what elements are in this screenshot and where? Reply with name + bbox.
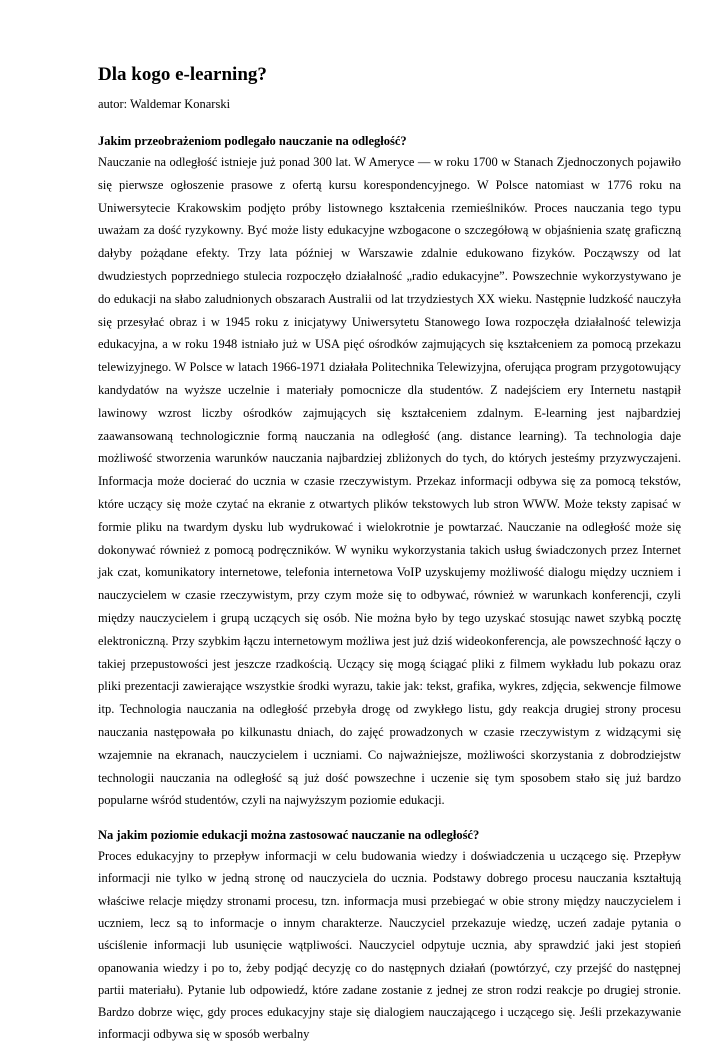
- author-line: autor: Waldemar Konarski: [98, 97, 231, 111]
- section-body: Nauczanie na odległość istnieje już ponad 300 lat. W Ameryce — w roku 1700 w Stanach Zjednoczonych pojawiło się pierwsze ogłoszenie prasowe z ofertą kursu korespondencyjnego. W Polsce natomiast w 1776 roku na Uniwersytecie Krakowskim podjęto próby listownego kształcenia rzemieślników. Proces nauczania tego typu uważam za dość ryzykowny. Być może listy edukacyjne wzbogacone o szczegółową w objaśnienia szatę graficzną dałyby pożądane efekty. Trzy lata później w Warszawie zdalnie edukowano fizyków. Począwszy od lat dwudziestych poprzedniego stulecia rozpoczęło działalność „radio edukacyjne”. Powszechnie wykorzystywano je do edukacji na słabo zaludnionych obszarach Australii od lat trzydziestych XX wieku. Następnie ludzkość nauczyła się przesyłać obraz i w 1945 roku z inicjatywy Uniwersytetu Stanowego Iowa rozpoczęła działalność telewizja edukacyjna, a w roku 1948 istniało już w USA pięć ośrodków zajmujących się kształceniem za pomocą przekazu telewizyjnego. W Polsce w latach 1966-1971 działała Politechnika Telewizyjna, oferująca program przygotowujący kandydatów na wyższe uczelnie i materiały pomocnicze dla studentów. Z nadejściem ery Internetu nastąpił lawinowy wzrost liczby ośrodków zajmujących się kształceniem zdalnym. E-learning jest najbardziej zaawansowaną technologicznie formą nauczania na odległość (ang. distance learning). Ta technologia daje możliwość stworzenia warunków nauczania najbardziej zbliżonych do tych, do których jesteśmy przyzwyczajeni. Informacja może docierać do ucznia w czasie rzeczywistym. Przekaz informacji odbywa się za pomocą tekstów, które uczący się może czytać na ekranie z otwartych plików tekstowych lub stron WWW. Może teksty zapisać w formie pliku na twardym dysku lub wydrukować i wielokrotnie je powtarzać. Nauczanie na odległość może się dokonywać również z pomocą podręczników. W wyniku wykorzystania takich usług świadczonych przez Internet jak czat, komunikatory internetowe, telefonia internetowa VoIP uzyskujemy możliwość dialogu między uczniem i nauczycielem w czasie rzeczywistym, przy czym może się to odbywać, również w warunkach konferencji, czyli między nauczycielem i grupą uczących się osób. Nie można było by tego uzyskać stosując nawet szybką pocztę elektroniczną. Przy szybkim łączu internetowym możliwa jest już dziś wideokonferencja, ale powszechność łączy o takiej przepustowości jest jeszcze rzadkością. Uczący się mogą ściągać pliki z filmem wykładu lub pokazu oraz pliki prezentacji zawierające wszystkie środki wyrazu, takie jak: tekst, grafika, wykres, zdjęcia, sekwencje filmowe itp. Technologia nauczania na odległość przebyła drogę od zwykłego listu, gdy reakcja drugiej strony procesu nauczania następowała po kilkunastu dniach, do zajęć prowadzonych w czasie rzeczywistym z widzącymi się wzajemnie na ekranach, nauczycielem i uczniami. Co najważniejsze, możliwości skorzystania z dobrodziejstw technologii nauczania na odległość są już dość powszechne i uczenie się tym sposobem stało się już bardzo popularne wśród studentów, czyli na najwyższym poziomie edukacji.: [98, 155, 681, 808]
- document-title: Dla kogo e-learning?: [98, 64, 267, 85]
- section-education-level: [98, 826, 681, 1046]
- section-heading: Na jakim poziomie edukacji można zastosować nauczanie na odległość?: [98, 828, 480, 843]
- section-body: Proces edukacyjny to przepływ informacji w celu budowania wiedzy i doświadczenia u uczącego się. Przepływ informacji nie tylko w jedną stronę od nauczyciela do ucznia. Podstawy dobrego procesu nauczania kształtują właściwe relacje między stronami procesu, tzn. informacja musi przebiegać w obie strony między nauczycielem i uczniem, lecz są to informacje o innym charakterze. Nauczyciel przekazuje wiedzę, uczeń zadaje pytania o uściślenie informacji lub usunięcie wątpliwości. Nauczyciel odpytuje ucznia, aby sprawdzić jaki jest stopień opanowania wiedzy i po to, żeby podjąć decyzję co do następnych działań (powtórzyć, czy przejść do następnej partii materiału). Pytanie lub odpowiedź, które zadane zostanie z jednej ze stron rodzi reakcje po drugiej stronie. Bardzo dobrze więc, gdy proces edukacyjny staje się dialogiem nauczającego i uczącego się. Jeśli przekazywanie informacji odbywa się w sposób werbalny: [98, 849, 681, 1042]
- section-history: [98, 132, 681, 812]
- section-heading: Jakim przeobrażeniom podlegało nauczanie na odległość?: [98, 134, 407, 148]
- document-page: [98, 62, 681, 1046]
